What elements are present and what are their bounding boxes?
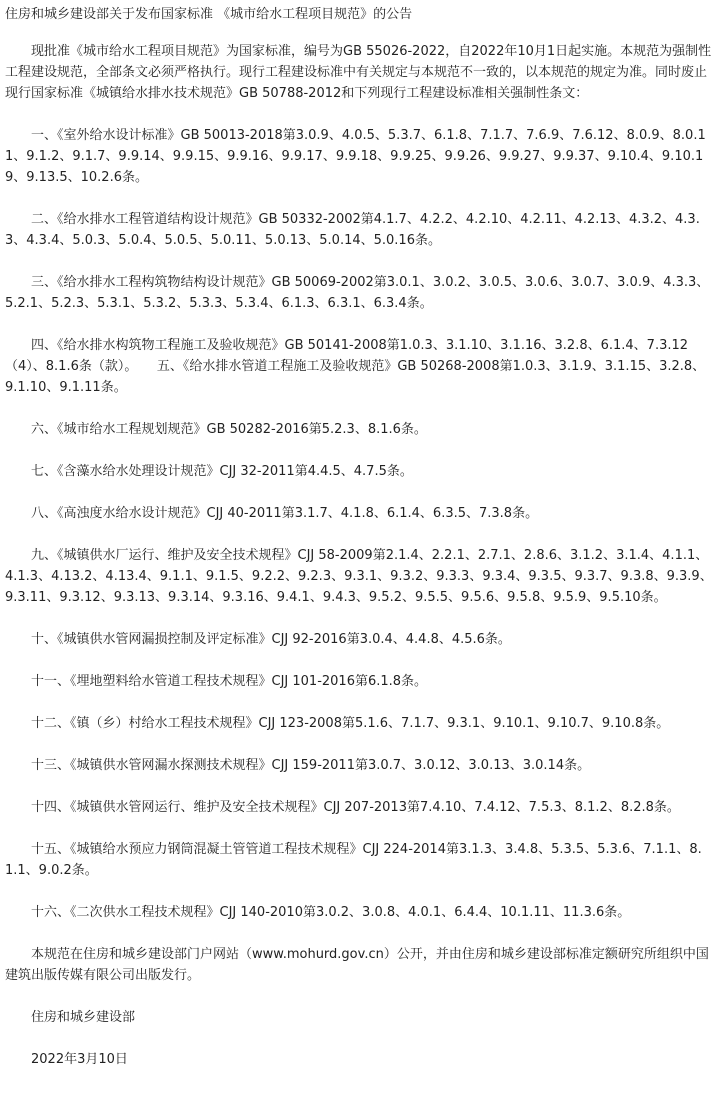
repealed-item-16: 十六、《二次供水工程技术规程》CJJ 140-2010第3.0.2、3.0.8、4.0.1、6.4.4、10.1.11、11.3.6条。 bbox=[31, 905, 631, 920]
repealed-item-9: 九、《城镇供水厂运行、维护及安全技术规程》CJJ 58-2009第2.1.4、2.2.1、2.7.1、2.8.6、3.1.2、3.1.4、4.1.1、4.1.3、4.13.2、4.13.4、9.1.1、9.1.5、9.2.2、9.2.3、9.3.1、9.3.2、9.3.3、9.3.4、9.3.5、9.3.7、9.3.8、9.3.9、9.3.11、9.3.12、9.3.13、9.3.14、9.3.16、9.4.1、9.4.3、9.5.2、9.5.5、9.5.6、9.5.8、9.5.9、9.5.10条。 bbox=[5, 548, 713, 605]
repealed-item-1: 一、《室外给水设计标准》GB 50013-2018第3.0.9、4.0.5、5.3.7、6.1.8、7.1.7、7.6.9、7.6.12、8.0.9、8.0.11、9.1.2、9.1.7、9.9.14、9.9.15、9.9.16、9.9.17、9.9.18、9.9.25、9.9.26、9.9.27、9.9.37、9.10.4、9.10.19、9.13.5、10.2.6条。 bbox=[5, 128, 706, 185]
repealed-item-12: 十二、《镇（乡）村给水工程技术规程》CJJ 123-2008第5.1.6、7.1.7、9.3.1、9.10.1、9.10.7、9.10.8条。 bbox=[31, 716, 670, 731]
repealed-item-2: 二、《给水排水工程管道结构设计规范》GB 50332-2002第4.1.7、4.2.2、4.2.10、4.2.11、4.2.13、4.3.2、4.3.3、4.3.4、5.0.3、5.0.4、5.0.5、5.0.11、5.0.13、5.0.14、5.0.16条。 bbox=[5, 212, 700, 248]
repealed-item-11: 十一、《埋地塑料给水管道工程技术规程》CJJ 101-2016第6.1.8条。 bbox=[31, 674, 428, 689]
repealed-item-13: 十三、《城镇供水管网漏水探测技术规程》CJJ 159-2011第3.0.7、3.0.12、3.0.13、3.0.14条。 bbox=[31, 758, 591, 773]
repealed-item-10: 十、《城镇供水管网漏损控制及评定标准》CJJ 92-2016第3.0.4、4.4.8、4.5.6条。 bbox=[31, 632, 511, 647]
repealed-item-8: 八、《高浊度水给水设计规范》CJJ 40-2011第3.1.7、4.1.8、6.1.4、6.3.5、7.3.8条。 bbox=[31, 506, 539, 521]
repealed-item-6: 六、《城市给水工程规划规范》GB 50282-2016第5.2.3、8.1.6条。 bbox=[31, 422, 427, 437]
issue-date: 2022年3月10日 bbox=[31, 1052, 128, 1067]
repealed-item-14: 十四、《城镇供水管网运行、维护及安全技术规程》CJJ 207-2013第7.4.10、7.4.12、7.5.3、8.1.2、8.2.8条。 bbox=[31, 800, 680, 815]
publication-note: 本规范在住房和城乡建设部门户网站（www.mohurd.gov.cn）公开，并由住房和城乡建设部标准定额研究所组织中国建筑出版传媒有限公司出版发行。 bbox=[5, 947, 709, 983]
issuer-name: 住房和城乡建设部 bbox=[31, 1010, 136, 1025]
repealed-item-3: 三、《给水排水工程构筑物结构设计规范》GB 50069-2002第3.0.1、3.0.2、3.0.5、3.0.6、3.0.7、3.0.9、4.3.3、5.2.1、5.2.3、5.3.1、5.3.2、5.3.3、5.3.4、6.1.3、6.3.1、6.3.4条。 bbox=[5, 275, 710, 311]
intro-paragraph: 现批准《城市给水工程项目规范》为国家标准，编号为GB 55026-2022，自2022年10月1日起实施。本规范为强制性工程建设规范，全部条文必须严格执行。现行工程建设标准中有关规定与本规范不一致的，以本规范的规定为准。同时废止现行国家标准《城镇给水排水技术规范》GB 50788-2012和下列现行工程建设标准相关强制性条文： bbox=[5, 44, 712, 101]
repealed-item-4-5: 四、《给水排水构筑物工程施工及验收规范》GB 50141-2008第1.0.3、3.1.10、3.1.16、3.2.8、6.1.4、7.3.12（4）、8.1.6条（款）。 五、《给水排水管道工程施工及验收规范》GB 50268-2008第1.0.3、3.1.9、3.1.15、3.2.8、9.1.10、9.1.11条。 bbox=[5, 338, 706, 395]
repealed-item-15: 十五、《城镇给水预应力钢筒混凝土管管道工程技术规程》CJJ 224-2014第3.1.3、3.4.8、5.3.5、5.3.6、7.1.1、8.1.1、9.0.2条。 bbox=[5, 842, 702, 878]
announcement-title: 住房和城乡建设部关于发布国家标准 《城市给水工程项目规范》的公告 bbox=[5, 7, 413, 22]
repealed-item-7: 七、《含藻水给水处理设计规范》CJJ 32-2011第4.4.5、4.7.5条。 bbox=[31, 464, 413, 479]
